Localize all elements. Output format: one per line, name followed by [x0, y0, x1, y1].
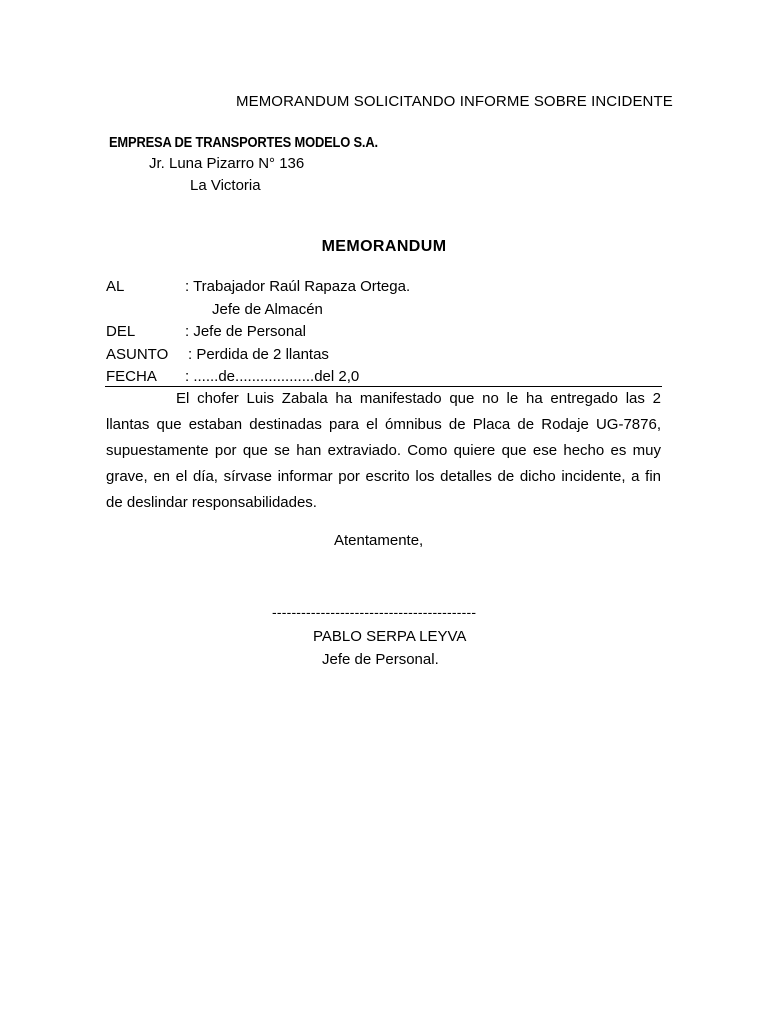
memo-heading	[0, 238, 768, 256]
company-address: Jr. Luna Pizarro N° 136	[149, 155, 305, 172]
memo-heading-text: MEMORANDUM	[321, 238, 447, 255]
field-del-label: DEL	[106, 323, 136, 340]
field-fecha-value: : ......de...................del 2,0	[185, 368, 360, 385]
field-al-value-line2: Jefe de Almacén	[212, 301, 323, 318]
memo-body	[106, 386, 661, 516]
field-asunto-label: ASUNTO	[106, 346, 169, 363]
closing: Atentamente,	[334, 532, 424, 549]
company-name: EMPRESA DE TRANSPORTES MODELO S.A.	[109, 134, 378, 151]
document-title: MEMORANDUM SOLICITANDO INFORME SOBRE INCIDENTE	[236, 93, 673, 110]
field-al-label: AL	[106, 278, 125, 295]
field-al-value: : Trabajador Raúl Rapaza Ortega.	[185, 278, 411, 295]
field-del-value: : Jefe de Personal	[185, 323, 306, 340]
field-asunto-value: : Perdida de 2 llantas	[188, 346, 329, 363]
signer-name: PABLO SERPA LEYVA	[313, 628, 467, 645]
signer-role: Jefe de Personal.	[322, 651, 439, 668]
field-fecha-label: FECHA	[106, 368, 157, 385]
signature-line: ------------------------------------------	[272, 604, 477, 620]
company-district: La Victoria	[190, 177, 261, 194]
memo-body-paragraph: El chofer Luis Zabala ha manifestado que no le ha entregado las 2 llantas que estaban destinadas para el ómnibus de Placa de Rodaje UG-7876, supuestamente por que se han extraviado. Como quiere que ese hecho es muy grave, en el día, sírvase informar por escrito los detalles de dicho incidente, a fin de deslindar responsabilidades.	[106, 390, 661, 511]
